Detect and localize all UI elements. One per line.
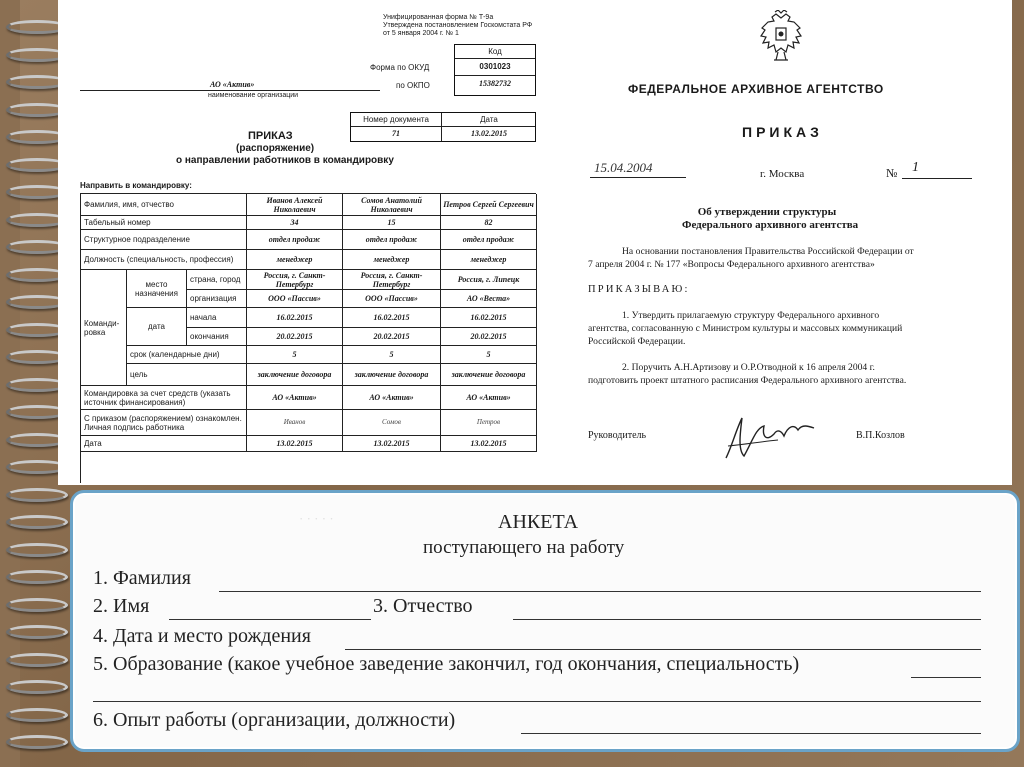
cell-dept-2: отдел продаж [343, 230, 441, 250]
cell-pos-3: менеджер [441, 250, 537, 270]
item2-line-2: подготовить проект штатного расписания Федерального архивного агентства. [588, 375, 907, 386]
ring-icon [6, 708, 68, 722]
order2-num-label: № [886, 166, 898, 180]
row-label-date: Дата [81, 436, 247, 452]
cell-city-1: Россия, г. Санкт-Петербург [247, 270, 343, 290]
item1-line-3: Российской Федерации. [588, 336, 686, 347]
cell-org-3: АО «Веста» [441, 290, 537, 308]
cell-date-1: 13.02.2015 [247, 436, 343, 452]
item2-line-1: 2. Поручить А.Н.Артизову и О.Р.Отводной к 16 апреля 2004 г. [622, 362, 875, 373]
cell-end-1: 20.02.2015 [247, 328, 343, 346]
order2-city: г. Москва [760, 168, 805, 180]
section-label: Направить в командировку: [80, 181, 192, 190]
job-application-questionnaire [70, 490, 1020, 752]
ring-icon [6, 515, 68, 529]
docnum-value: 71 [392, 129, 400, 138]
field-birth-line[interactable] [345, 649, 981, 650]
cell-end-3: 20.02.2015 [441, 328, 537, 346]
head-name: В.П.Козлов [856, 430, 905, 441]
cell-days-2: 5 [343, 346, 441, 364]
row-label-fio: Фамилия, имя, отчество [81, 194, 247, 216]
cell-fio-1: Иванов Алексей Николаевич [247, 194, 343, 216]
cell-city-3: Россия, г. Липецк [441, 270, 537, 290]
basis-line-2: 7 апреля 2004 г. № 177 «Вопросы Федерального архивного агентства» [588, 259, 875, 270]
org-name: АО «Актив» [210, 80, 255, 89]
unified-form-line-3: от 5 января 2004 г. № 1 [383, 30, 459, 37]
eagle-emblem-icon [758, 10, 804, 64]
bleed-through-text: · · · · · [299, 511, 334, 526]
field-experience-line[interactable] [521, 733, 981, 734]
cell-funding-1: АО «Актив» [247, 386, 343, 410]
cell-tab-1: 34 [247, 216, 343, 230]
cell-funding-2: АО «Актив» [343, 386, 441, 410]
order-subject: о направлении работников в командировку [176, 155, 394, 166]
ring-icon [6, 543, 68, 557]
date-label: Дата [480, 115, 498, 124]
item1-line-2: агентства, согласованную с Министром культуры и массовых коммуникаций [588, 323, 903, 334]
anketa-title: АНКЕТА [498, 511, 579, 533]
field-surname-label: 1. Фамилия [93, 567, 191, 589]
docnum-label: Номер документа [363, 115, 429, 124]
cell-sign-3: Петров [441, 410, 537, 436]
signature-icon [718, 406, 828, 464]
row-label-sign: С приказом (распоряжением) ознакомлен. Личная подпись работника [81, 410, 247, 436]
cell-purpose-3: заключение договора [441, 364, 537, 386]
order2-date: 15.04.2004 [594, 160, 653, 175]
cell-date-2: 13.02.2015 [343, 436, 441, 452]
item1-line-1: 1. Утвердить прилагаемую структуру Федерального архивного [622, 310, 880, 321]
date-value: 13.02.2015 [471, 129, 507, 138]
ring-icon [6, 680, 68, 694]
cell-purpose-1: заключение договора [247, 364, 343, 386]
cell-dept-1: отдел продаж [247, 230, 343, 250]
row-label-org: организация [187, 290, 247, 308]
cell-city-2: Россия, г. Санкт-Петербург [343, 270, 441, 290]
row-label-tab: Табельный номер [81, 216, 247, 230]
unified-form-line-2: Утверждена постановлением Госкомстата РФ [383, 22, 533, 29]
ring-icon [6, 653, 68, 667]
okpo-value: 15382732 [479, 79, 511, 88]
order-title: ПРИКАЗ [248, 130, 293, 142]
cell-sign-2: Сомов [343, 410, 441, 436]
ring-icon [6, 488, 68, 502]
cell-fio-3: Петров Сергей Сергеевич [441, 194, 537, 216]
field-experience-label: 6. Опыт работы (организации, должности) [93, 709, 456, 731]
okud-label: Форма по ОКУД [370, 63, 430, 72]
cell-tab-3: 82 [441, 216, 537, 230]
field-patronymic-label: 3. Отчество [373, 595, 473, 617]
cell-pos-1: менеджер [247, 250, 343, 270]
trip-table [80, 193, 536, 483]
field-name-line[interactable] [169, 619, 371, 620]
basis-line-1: На основании постановления Правительства Российской Федерации от [622, 246, 914, 257]
ring-icon [6, 735, 68, 749]
ring-icon [6, 625, 68, 639]
cell-end-2: 20.02.2015 [343, 328, 441, 346]
cell-start-3: 16.02.2015 [441, 308, 537, 328]
cell-purpose-2: заключение договора [343, 364, 441, 386]
code-box [454, 44, 536, 96]
ring-icon [6, 570, 68, 584]
archive-agency-order [546, 0, 1012, 485]
row-label-city: страна, город [187, 270, 247, 290]
order2-num-value: 1 [912, 160, 919, 175]
row-label-dept: Структурное подразделение [81, 230, 247, 250]
org-caption: наименование организации [208, 92, 299, 99]
ring-icon [6, 598, 68, 612]
doc-number-box [350, 112, 536, 142]
unified-form-line-1: Унифицированная форма № Т-9а [383, 14, 494, 21]
row-label-pos: Должность (специальность, профессия) [81, 250, 247, 270]
cell-days-3: 5 [441, 346, 537, 364]
row-label-days: срок (календарные дни) [127, 346, 247, 364]
cell-fio-2: Сомов Анатолий Николаевич [343, 194, 441, 216]
cell-org-1: ООО «Пассив» [247, 290, 343, 308]
cell-pos-2: менеджер [343, 250, 441, 270]
field-patronymic-line[interactable] [513, 619, 981, 620]
cell-start-2: 16.02.2015 [343, 308, 441, 328]
cell-funding-3: АО «Актив» [441, 386, 537, 410]
field-education-line[interactable] [911, 677, 981, 678]
row-label-start: начала [187, 308, 247, 328]
field-birth-label: 4. Дата и место рождения [93, 625, 311, 647]
row-label-date: дата [127, 308, 187, 346]
field-education-line-2[interactable] [93, 701, 981, 702]
cell-days-1: 5 [247, 346, 343, 364]
row-label-dest: место назначения [127, 270, 187, 308]
okpo-label: по ОКПО [396, 81, 430, 90]
order2-heading-2: Федерального архивного агентства [682, 219, 859, 231]
row-label-purpose: цель [127, 364, 247, 386]
order-subtitle: (распоряжение) [236, 143, 315, 154]
order2-title: ПРИКАЗ [742, 124, 823, 140]
code-label: Код [488, 47, 502, 56]
row-label-end: окончания [187, 328, 247, 346]
anketa-subtitle: поступающего на работу [423, 537, 625, 558]
head-label: Руководитель [588, 430, 647, 441]
cell-tab-2: 15 [343, 216, 441, 230]
trip-order-form [58, 0, 546, 485]
field-surname-line[interactable] [219, 591, 981, 592]
cell-dept-3: отдел продаж [441, 230, 537, 250]
order-word: ПРИКАЗЫВАЮ: [588, 284, 690, 295]
row-label-funding: Командировка за счет средств (указать источник финансирования) [81, 386, 247, 410]
agency-name: ФЕДЕРАЛЬНОЕ АРХИВНОЕ АГЕНТСТВО [628, 82, 884, 96]
order2-heading-1: Об утверждении структуры [697, 206, 837, 218]
cell-org-2: ООО «Пассив» [343, 290, 441, 308]
cell-start-1: 16.02.2015 [247, 308, 343, 328]
okud-value: 0301023 [479, 62, 511, 71]
field-name-label: 2. Имя [93, 595, 150, 617]
field-education-label: 5. Образование (какое учебное заведение закончил, год окончания, специальность) [93, 653, 800, 675]
row-label-trip: Команди-ровка [81, 270, 127, 386]
cell-sign-1: Иванов [247, 410, 343, 436]
cell-date-3: 13.02.2015 [441, 436, 537, 452]
